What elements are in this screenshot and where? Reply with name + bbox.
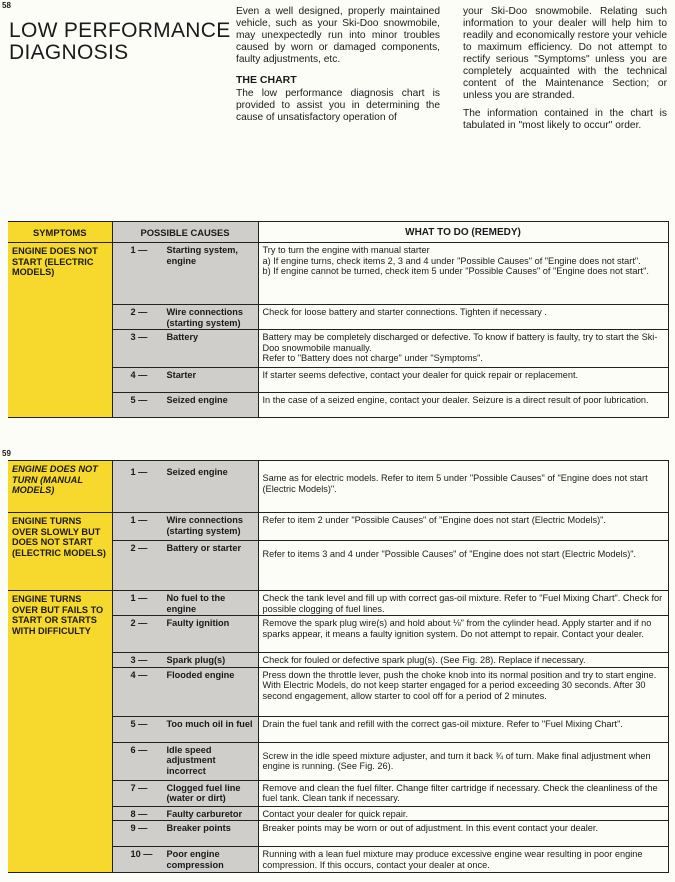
remedy-text: Check for fouled or defective spark plug(s). (See Fig. 28). Replace if necessary. bbox=[262, 655, 586, 666]
cause-number: 1 — bbox=[130, 593, 148, 603]
remedy-cell bbox=[258, 541, 668, 591]
cause-cell bbox=[112, 821, 258, 847]
symptom-cell bbox=[8, 591, 112, 873]
cause-cell bbox=[112, 305, 258, 330]
remedy-cell bbox=[258, 368, 668, 393]
remedy-text-2: Refer to "Battery does not charge" under "Symptoms". bbox=[262, 353, 483, 364]
cause-cell bbox=[112, 667, 258, 716]
cause-label: Battery or starter bbox=[166, 543, 242, 553]
intro-column-2 bbox=[463, 6, 667, 138]
cause-label: Wire connections (starting system) bbox=[166, 515, 243, 536]
cause-number: 4 — bbox=[130, 669, 148, 680]
cause-cell bbox=[112, 513, 258, 541]
remedy-subitem-b: b) If engine cannot be turned, check item 5 under "Possible Causes" of "Engine does not start". bbox=[262, 266, 649, 277]
cause-cell bbox=[112, 847, 258, 873]
page-number: 58 bbox=[2, 1, 11, 10]
symptom-cell bbox=[8, 513, 112, 591]
cause-number: 1 — bbox=[130, 245, 148, 255]
cause-label: Poor engine compression bbox=[166, 849, 224, 870]
cause-number: 2 — bbox=[130, 618, 148, 629]
remedy-cell bbox=[258, 243, 668, 305]
table-row bbox=[8, 461, 668, 513]
cause-label: No fuel to the engine bbox=[166, 593, 226, 614]
page-number-2: 59 bbox=[2, 449, 11, 458]
remedy-cell bbox=[258, 393, 668, 418]
cause-number: 2 — bbox=[130, 307, 148, 317]
remedy-text: Screw in the idle speed mixture adjuster, and turn it back ¾ of turn. Make final adjustment when engine is running. (See Fig. 26). bbox=[262, 750, 651, 772]
cause-label: Battery bbox=[166, 332, 199, 342]
intro-column-1 bbox=[236, 6, 440, 130]
intro-paragraph: Even a well designed, properly maintained vehicle, such as your Ski-Doo snowmobile, may unexpectedly run into minor troubles caused by worn or damaged components, faulty adjustments, etc. bbox=[236, 6, 440, 65]
remedy-cell bbox=[258, 616, 668, 653]
cause-number: 7 — bbox=[130, 782, 148, 793]
cause-label: Too much oil in fuel bbox=[166, 718, 253, 729]
remedy-cell bbox=[258, 667, 668, 716]
cause-cell bbox=[112, 393, 258, 418]
symptom-cell bbox=[8, 243, 112, 418]
cause-label: Seized engine bbox=[166, 467, 228, 477]
remedy-text: Check for loose battery and starter connections. Tighten if necessary . bbox=[262, 307, 547, 317]
remedy-cell bbox=[258, 513, 668, 541]
chart-paragraph: The low performance diagnosis chart is provided to assist you in determining the cause of unsatisfactory operation of bbox=[236, 88, 440, 123]
symptoms-header: SYMPTOMS bbox=[8, 222, 112, 243]
remedy-cell bbox=[258, 591, 668, 616]
remedy-cell bbox=[258, 780, 668, 806]
cause-number: 5 — bbox=[130, 395, 148, 405]
cause-cell bbox=[112, 780, 258, 806]
remedy-text: In the case of a seized engine, contact your dealer. Seizure is a direct result of poor lubrication. bbox=[262, 395, 649, 405]
symptom-label: ENGINE DOES NOT START (ELECTRIC MODELS) bbox=[12, 246, 98, 278]
cause-label: Starting system, engine bbox=[166, 245, 238, 266]
remedy-cell bbox=[258, 742, 668, 780]
remedy-header: WHAT TO DO (REMEDY) bbox=[258, 222, 668, 243]
remedy-text: Contact your dealer for quick repair. bbox=[262, 808, 409, 819]
intro-paragraph-3: The information contained in the chart is tabulated in "most likely to occur" order. bbox=[463, 108, 667, 131]
remedy-text: Running with a lean fuel mixture may produce excessive engine wear resulting in poor engine compression. If this occurs, contact your dealer at once. bbox=[262, 849, 643, 870]
remedy-text: Drain the fuel tank and refill with the correct gas-oil mixture. Refer to "Fuel Mixing Chart". bbox=[262, 718, 623, 729]
remedy-cell bbox=[258, 653, 668, 668]
remedy-text: Check the tank level and fill up with correct gas-oil mixture. Refer to "Fuel Mixing Chart". Check for possible clogging of fuel lines. bbox=[262, 593, 663, 614]
cause-cell bbox=[112, 806, 258, 821]
cause-label: Idle speed adjustment incorrect bbox=[166, 744, 216, 776]
remedy-text: Battery may be completely discharged or defective. To know if battery is faulty, try to start the Ski-Doo snowmobile manually. bbox=[262, 332, 658, 353]
remedy-text: Remove the spark plug wire(s) and hold about ⅛" from the cylinder head. Apply starter and if no sparks appear, it means a faulty ignition system. Do not attempt to repair. Contact your dealer. bbox=[262, 618, 652, 639]
remedy-cell bbox=[258, 461, 668, 513]
remedy-text: Refer to item 2 under "Possible Causes" of "Engine does not start (Electric Models)". bbox=[262, 515, 606, 525]
remedy-cell bbox=[258, 847, 668, 873]
cause-number: 6 — bbox=[130, 744, 148, 755]
cause-cell bbox=[112, 616, 258, 653]
cause-cell bbox=[112, 653, 258, 668]
cause-number: 8 — bbox=[130, 808, 148, 819]
remedy-text: Same as for electric models. Refer to item 5 under "Possible Causes" of "Engine does not start (Electric Models)". bbox=[262, 473, 648, 494]
cause-number: 4 — bbox=[130, 370, 148, 380]
causes-header: POSSIBLE CAUSES bbox=[112, 222, 258, 243]
cause-label: Starter bbox=[166, 370, 197, 380]
table-header-row bbox=[8, 222, 668, 243]
diagnosis-table-2 bbox=[8, 460, 669, 873]
cause-cell bbox=[112, 368, 258, 393]
table-row bbox=[8, 591, 668, 616]
diagnosis-table-1 bbox=[8, 221, 669, 418]
remedy-text: Press down the throttle lever, push the choke knob into its normal position and try to start engine. With Electric Models, do not keep starter engaged for a period exceeding 30 seconds. After 30 second engagement, allow starter to cool off for a period of 2 minutes. bbox=[262, 669, 657, 701]
cause-label: Faulty ignition bbox=[166, 618, 230, 629]
cause-cell bbox=[112, 330, 258, 368]
intro-paragraph-2: your Ski-Doo snowmobile. Relating such information to your dealer will help him to readily and economically restore your vehicle to maximum efficiency. Do not attempt to rectify serious "Symptoms" unless you are completely acquainted with the technical content of the Maintenance Section; or unless you are stranded. bbox=[463, 6, 667, 101]
cause-number: 2 — bbox=[130, 543, 148, 553]
remedy-text: Breaker points may be worn or out of adjustment. In this event contact your dealer. bbox=[262, 823, 599, 834]
page-title: LOW PERFORMANCE DIAGNOSIS bbox=[9, 19, 231, 65]
cause-number: 10 — bbox=[130, 849, 153, 860]
cause-label: Spark plug(s) bbox=[166, 655, 226, 666]
cause-label: Flooded engine bbox=[166, 669, 235, 680]
cause-number: 1 — bbox=[130, 515, 148, 525]
cause-number: 1 — bbox=[130, 467, 148, 477]
cause-number: 5 — bbox=[130, 718, 148, 729]
table-row bbox=[8, 243, 668, 305]
remedy-text: Try to turn the engine with manual starter bbox=[262, 245, 430, 255]
symptom-label: ENGINE TURNS OVER BUT FAILS TO START OR STARTS WITH DIFFICULTY bbox=[12, 594, 104, 636]
cause-number: 3 — bbox=[130, 332, 148, 342]
chart-heading: THE CHART bbox=[236, 74, 297, 86]
remedy-cell bbox=[258, 716, 668, 742]
remedy-text: Remove and clean the fuel filter. Change filter cartridge if necessary. Check the cleanliness of the fuel tank. Clean tank if necessary. bbox=[262, 782, 658, 804]
remedy-cell bbox=[258, 806, 668, 821]
remedy-text: If starter seems defective, contact your dealer for quick repair or replacement. bbox=[262, 370, 579, 380]
cause-cell bbox=[112, 742, 258, 780]
remedy-cell bbox=[258, 330, 668, 368]
cause-number: 9 — bbox=[130, 823, 148, 834]
cause-label: Wire connections (starting system) bbox=[166, 307, 243, 328]
cause-cell bbox=[112, 591, 258, 616]
remedy-text: Refer to items 3 and 4 under "Possible Causes" of "Engine does not start (Electric Models)". bbox=[262, 549, 637, 559]
cause-label: Breaker points bbox=[166, 823, 231, 834]
remedy-subitem-a: a) If engine turns, check items 2, 3 and 4 under "Possible Causes" of "Engine does not start". bbox=[262, 255, 641, 266]
cause-label: Faulty carburetor bbox=[166, 808, 243, 819]
table-row bbox=[8, 513, 668, 541]
cause-number: 3 — bbox=[130, 655, 148, 666]
cause-label: Seized engine bbox=[166, 395, 228, 405]
symptom-label: ENGINE TURNS OVER SLOWLY BUT DOES NOT START (ELECTRIC MODELS) bbox=[12, 516, 106, 558]
cause-cell bbox=[112, 243, 258, 305]
cause-label: Clogged fuel line (water or dirt) bbox=[166, 782, 241, 804]
symptom-cell bbox=[8, 461, 112, 513]
cause-cell bbox=[112, 541, 258, 591]
cause-cell bbox=[112, 461, 258, 513]
symptom-label: ENGINE DOES NOT TURN (MANUAL MODELS) bbox=[12, 464, 98, 496]
remedy-cell bbox=[258, 305, 668, 330]
remedy-cell bbox=[258, 821, 668, 847]
cause-cell bbox=[112, 716, 258, 742]
